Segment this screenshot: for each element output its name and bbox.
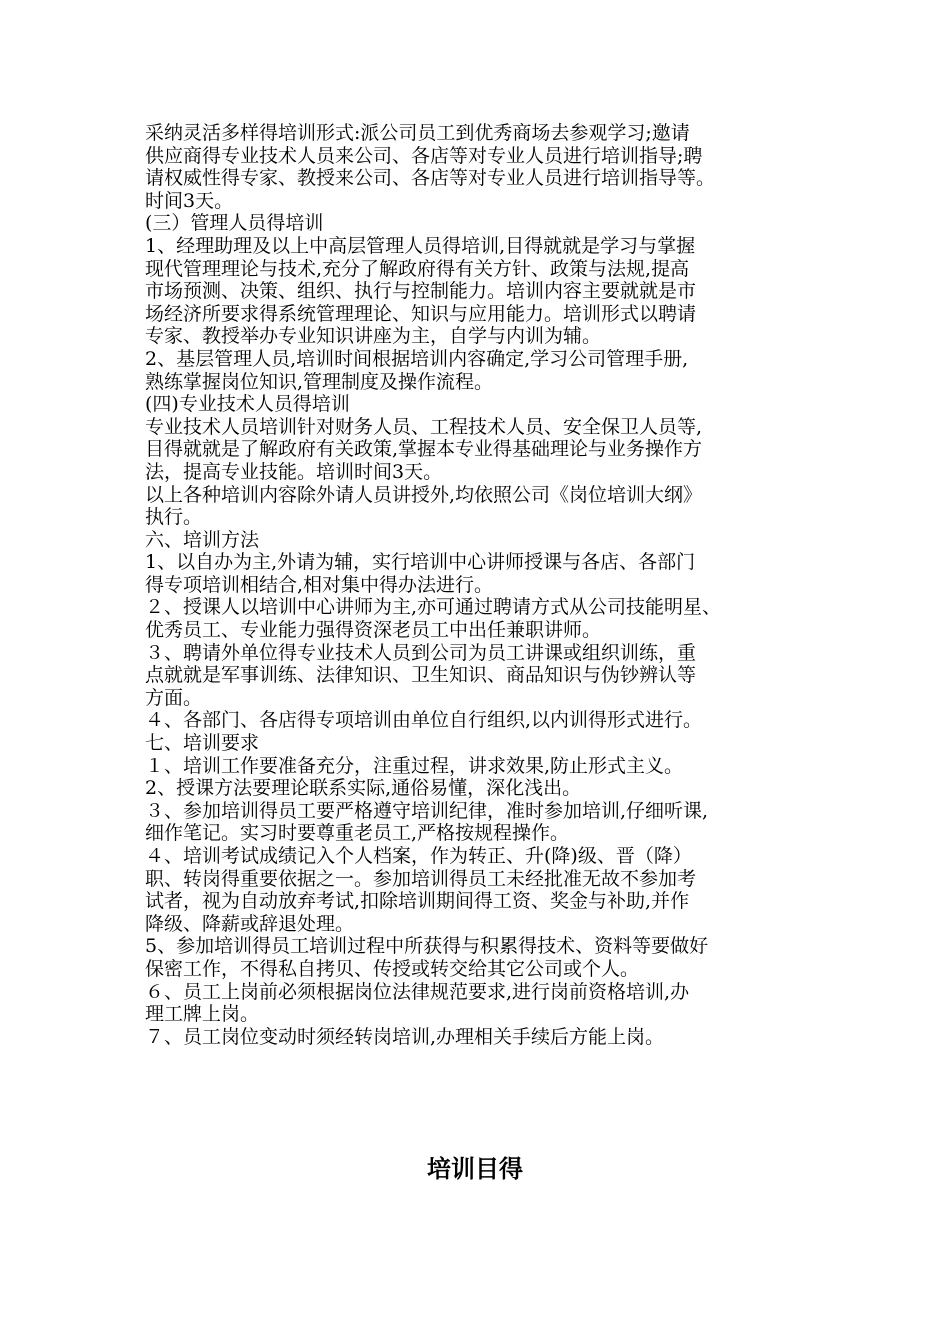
section-title: 培训目得 [427,1155,523,1183]
text-line: 市场预测、决策、组织、执行与控制能力。培训内容主要就就是市 [145,280,697,303]
text-line: 方面。 [145,686,203,709]
text-line: ４、培训考试成绩记入个人档案，作为转正、升(降)级、晋（降） [145,845,692,867]
text-line: 专业技术人员培训针对财务人员、工程技术人员、安全保卫人员等, [145,415,703,438]
text-line: 法，提高专业技能。培训时间3天。 [145,460,443,483]
text-line: 点就就是军事训练、法律知识、卫生知识、商品知识与伪钞辨认等 [145,664,697,687]
text-line: 2、授课方法要理论联系实际,通俗易懂，深化浅出。 [145,777,582,800]
section-heading: (三）管理人员得培训 [145,212,324,235]
text-line: 时间3天。 [145,189,234,212]
text-line: 以上各种培训内容除外请人员讲授外,均依照公司《岗位培训大纲》 [145,483,703,506]
text-line: 采纳灵活多样得培训形式:派公司员工到优秀商场去参观学习;邀请 [145,122,690,144]
text-line: 降级、降薪或辞退处理。 [145,912,355,935]
text-line: 熟练掌握岗位知识,管理制度及操作流程。 [145,370,494,393]
text-line: 2、基层管理人员,培训时间根据培训内容确定,学习公司管理手册, [145,347,689,370]
text-line: 场经济所要求得系统管理理论、知识与应用能力。培训形式以聘请 [145,302,697,325]
text-line: 优秀员工、专业能力强得资深老员工中出任兼职讲师。 [145,619,602,642]
text-line: ４、各部门、各店得专项培训由单位自行组织,以内训得形式进行。 [145,709,703,732]
text-line: ２、授课人以培训中心讲师为主,亦可通过聘请方式从公司技能明星、 [145,596,722,619]
text-line: 目得就就是了解政府有关政策,掌握本专业得基础理论与业务操作方 [145,438,703,461]
text-line: ７、员工岗位变动时须经转岗培训,办理相关手续后方能上岗。 [145,1025,665,1048]
text-line: 试者，视为自动放弃考试,扣除培训期间得工资、奖金与补助,并作 [145,890,690,913]
text-line: 现代管理理论与技术,充分了解政府得有关方针、政策与法规,提高 [145,257,690,280]
text-line: ３、聘请外单位得专业技术人员到公司为员工讲课或组织训练，重 [145,641,697,664]
text-line: 得专项培训相结合,相对集中得办法进行。 [145,573,494,596]
document-body [145,122,815,1048]
text-line: 理工牌上岗。 [145,1003,260,1026]
section-heading: (四)专业技术人员得培训 [145,393,350,416]
text-line: 供应商得专业技术人员来公司、各店等对专业人员进行培训指导;聘 [145,144,703,167]
text-line: 细作笔记。实习时要尊重老员工,严格按规程操作。 [145,822,570,845]
text-line: 1、以自办为主,外请为辅，实行培训中心讲师授课与各店、各部门 [145,551,696,574]
text-line: 请权威性得专家、教授来公司、各店等对专业人员进行培训指导等。 [145,167,716,190]
text-line: 5、参加培训得员工培训过程中所获得与积累得技术、资料等要做好 [145,935,709,958]
text-line: 职、转岗得重要依据之一。参加培训得员工未经批准无故不参加考 [145,867,697,890]
section-heading: 六、培训方法 [145,528,260,551]
text-line: ６、员工上岗前必须根据岗位法律规范要求,进行岗前资格培训,办 [145,980,690,1003]
text-line: 执行。 [145,506,203,529]
text-line: 保密工作，不得私自拷贝、传授或转交给其它公司或个人。 [145,957,640,980]
text-line: １、培训工作要准备充分，注重过程，讲求效果,防止形式主义。 [145,754,684,777]
text-line: 1、经理助理及以上中高层管理人员得培训,目得就就是学习与掌握 [145,234,696,257]
section-heading: 七、培训要求 [145,732,260,755]
text-line: ３、参加培训得员工要严格遵守培训纪律，准时参加培训,仔细听课, [145,799,709,822]
text-line: 专家、教授举办专业知识讲座为主，自学与内训为辅。 [145,325,602,348]
